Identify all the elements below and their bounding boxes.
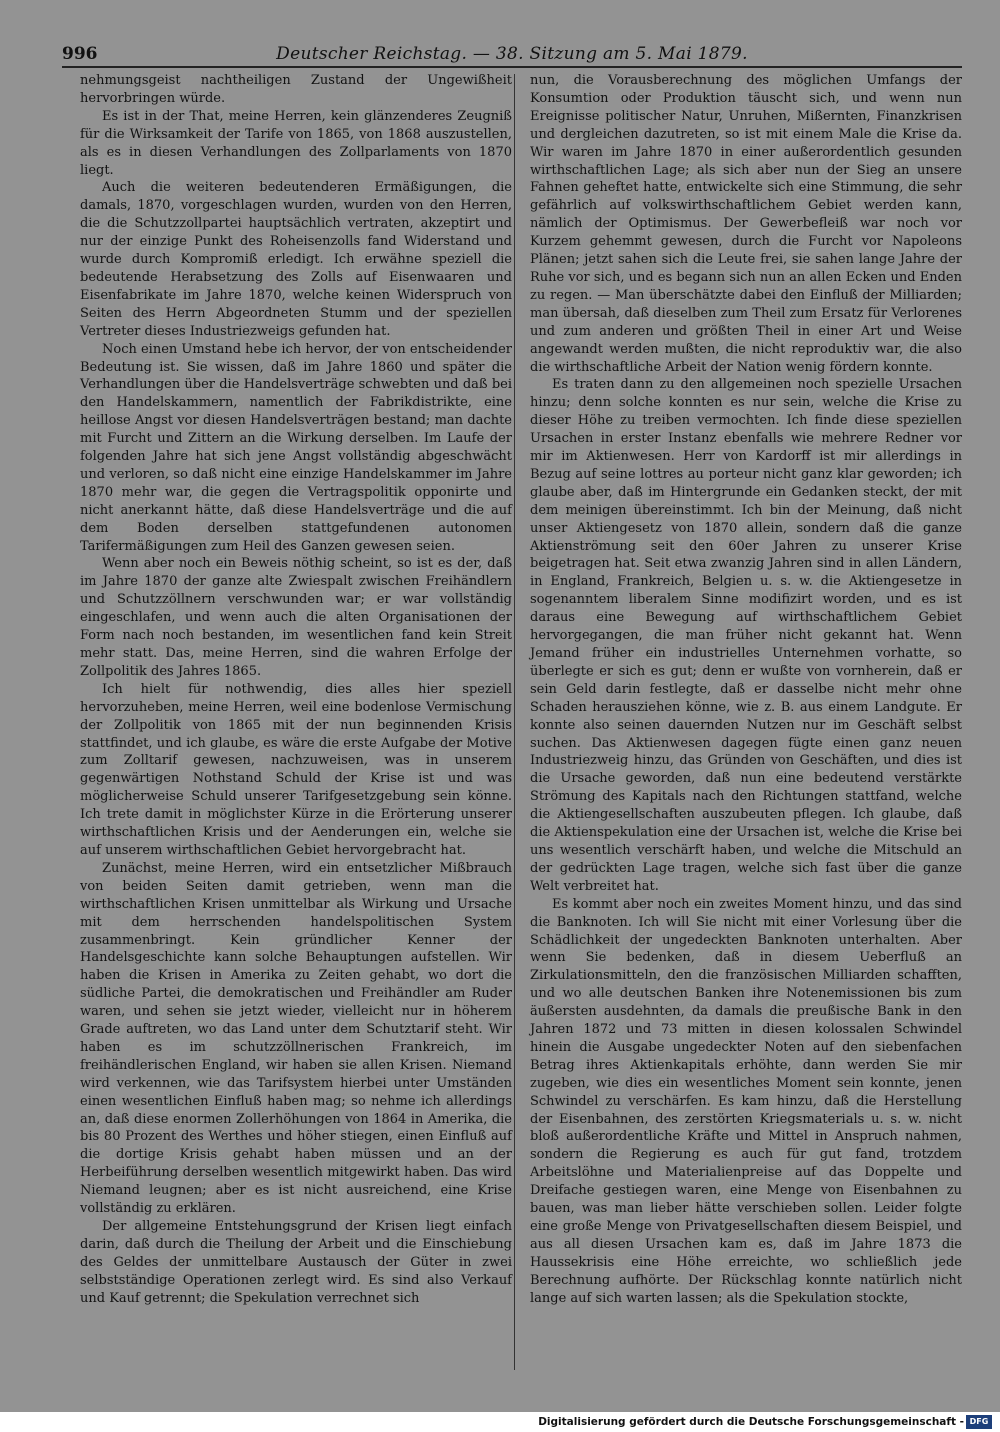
dfg-logo-icon: DFG [966,1415,992,1429]
left-column [80,72,512,1372]
paragraph: Es kommt aber noch ein zweites Moment hinzu, und das sind die Banknoten. Ich will Sie nicht mit einer Vorlesung über die Schädlichkeit der ungedeckten Banknoten unterhalten. Aber wenn Sie bedenken, daß in diesem Ueberfluß an Zirkulationsmitteln, den die französischen Milliarden schafften, und wo alle deutschen Banken ihre Notenemissionen bis zum äußersten ausdehnten, da damals die preußische Bank in den Jahren 1872 und 73 mitten in diesen kolossalen Schwindel hinein die Ausgabe ungedeckter Noten auf den siebenfachen Betrag ihres Aktienkapitals erhöhte, dann werden Sie mir zugeben, wie dies ein wesentliches Moment sein konnte, jenen Schwindel zu verschärfen. Es kam hinzu, daß die Herstellung der Eisenbahnen, des zerstörten Kriegsmaterials u. s. w. nicht bloß außerordentliche Kräfte und Mittel in Anspruch nahmen, sondern die Regierung es auch für gut fand, trotzdem Arbeitslöhne und Materialienpreise auf das Doppelte und Dreifache gestiegen waren, eine Menge von Eisenbahnen zu bauen, was man lieber hätte verschieben sollen. Leider folgte eine große Menge von Privatgesellschaften diesem Beispiel, und aus all diesen Ursachen kam es, daß im Jahre 1873 die Haussekrisis eine Höhe erreichte, wo schließlich jede Berechnung aufhörte. Der Rückschlag konnte natürlich nicht lange auf sich warten lassen; als die Spekulation stockte, [530,896,962,1306]
page-number: 996 [62,44,98,64]
paragraph: Auch die weiteren bedeutenderen Ermäßigungen, die damals, 1870, vorgeschlagen wurden, wurden von den Herren, die die Schutzzollpartei hauptsächlich vertraten, akzeptirt und nur der einzige Punkt des Roheisenzolls fand Widerstand und wurde durch Kompromiß erledigt. Ich erwähne speziell die bedeutende Herabsetzung des Zolls auf Eisenwaaren und Eisenfabrikate im Jahre 1870, welche keinen Widerspruch von Seiten des Herrn Abgeordneten Stumm und der speziellen Vertreter dieses Industriezweigs gefunden hat. [80,180,512,339]
paragraph: nehmungsgeist nachtheiligen Zustand der Ungewißheit hervorbringen würde. [80,73,512,106]
paragraph: Wenn aber noch ein Beweis nöthig scheint, so ist es der, daß im Jahre 1870 der ganze alte Zwiespalt zwischen Freihändlern und Schutzzöllnern verschwunden war; er war vollständig eingeschlafen, und wenn auch die alten Organisationen der Form nach noch bestanden, im wesentlichen fand kein Streit mehr statt. Das, meine Herren, sind die wahren Erfolge der Zollpolitik des Jahres 1865. [80,556,512,679]
running-title: Deutscher Reichstag. — 38. Sitzung am 5. Mai 1879. [276,44,748,64]
text-columns [62,72,962,1372]
paragraph: Ich hielt für nothwendig, dies alles hier speziell hervorzuheben, meine Herren, weil eine bodenlose Vermischung der Zollpolitik von 1865 mit der nun beginnenden Krisis stattfindet, und ich glaube, es wäre die erste Aufgabe der Motive zum Zolltarif gewesen, nachzuweisen, was in unserem gegenwärtigen Nothstand Schuld der Krise ist und was möglicherweise Schuld unserer Tarifgesetzgebung sein könne. Ich trete damit in möglichster Kürze in die Erörterung unserer wirthschaftlichen Krisis und der Aenderungen ein, welche sie auf unserem wirthschaftlichen Gebiet hervorgebracht hat. [80,681,512,858]
paragraph: Es ist in der That, meine Herren, kein glänzenderes Zeugniß für die Wirksamkeit der Tarife von 1865, von 1868 auszustellen, als es in diesen Verhandlungen des Zollparlaments von 1870 liegt. [80,108,512,178]
funding-credit: Digitalisierung gefördert durch die Deutsche Forschungsgemeinschaft - [538,1416,964,1428]
paragraph: Der allgemeine Entstehungsgrund der Krisen liegt einfach darin, daß durch die Theilung der Arbeit und die Einschiebung des Geldes der unmittelbare Austausch der Güter in zwei selbstständige Operationen zerlegt wird. Es sind also Verkauf und Kauf getrennt; die Spekulation verrechnet sich [80,1219,512,1306]
page-header [62,40,962,68]
column-divider [514,74,515,1370]
paragraph: nun, die Vorausberechnung des möglichen Umfangs der Konsumtion oder Produktion täuscht sich, und wenn nun Ereignisse politischer Natur, Unruhen, Mißernten, Finanzkrisen und dergleichen dazutreten, so ist mit einem Male die Krise da. Wir waren im Jahre 1870 in einer außerordentlich gesunden wirthschaftlichen Lage; als sich aber nun der Sieg an unsere Fahnen geheftet hatte, entwickelte sich eine Stimmung, die sehr gefährlich auf volkswirthschaftlichem Gebiet werden kann, nämlich der Optimismus. Der Gewerbefleiß war noch vor Kurzem gehemmt gewesen, durch die Furcht vor Napoleons Plänen; jetzt sahen sich die Leute frei, sie sahen lange Jahre der Ruhe vor sich, und es begann sich nun an allen Ecken und Enden zu regen. — Man überschätzte dabei den Einfluß der Milliarden; man übersah, daß dieselben zum Theil zum Ersatz für Verlorenes und zum anderen und größten Theil in einer Art und Weise angewandt werden mußten, die nicht reproduktiv war, die also die wirthschaftliche Arbeit der Nation wenig fördern konnte. [530,73,962,375]
page-content [62,36,962,1412]
paragraph: Es traten dann zu den allgemeinen noch spezielle Ursachen hinzu; denn solche konnten es nur sein, welche die Krise zu dieser Höhe zu treiben vermochten. Ich finde diese speziellen Ursachen in erster Instanz ebenfalls wie mehrere Redner vor mir im Aktienwesen. Herr von Kardorff ist mir allerdings in Bezug auf seine lottres au porteur nicht ganz klar geworden; ich glaube aber, daß im Hintergrunde ein Gedanken steckt, der mit dem meinigen übereinstimmt. Ich bin der Meinung, daß nicht unser Aktiengesetz von 1870 allein, sondern daß die ganze Aktienströmung seit den 60er Jahren zu unserer Krise beigetragen hat. Seit etwa zwanzig Jahren sind in allen Ländern, in England, Frankreich, Belgien u. s. w. die Aktiengesetze in sogenanntem liberalem Sinne modifizirt worden, und es ist daraus eine Bewegung auf wirthschaftlichem Gebiet hervorgegangen, die man früher nicht gekannt hat. Wenn Jemand früher ein industrielles Unternehmen vorhatte, so überlegte er sich es gut; denn er wußte von vornherein, daß er sein Geld darin festlegte, daß er dasselbe nicht mehr ohne Schaden herausziehen könne, wie z. B. aus einem Landgute. Er konnte also seinen dauernden Nutzen nur im Geschäft selbst suchen. Das Aktienwesen dagegen fügte einen ganz neuen Industriezweig hinzu, das Gründen von Geschäften, und dies ist die Ursache geworden, daß nun eine bedeutend verstärkte Strömung des Kapitals nach den Richtungen stattfand, welche die Aktiengesellschaften auszubeuten pflegen. Ich glaube, daß die Aktienspekulation eine der Ursachen ist, welche die Krise bei uns wesentlich verschärft haben, und welche die Mitschuld an der gedrückten Lage tragen, welche sich fast über die ganze Welt verbreitet hat. [530,377,962,894]
paragraph: Zunächst, meine Herren, wird ein entsetzlicher Mißbrauch von beiden Seiten damit getrieben, wenn man die wirthschaftlichen Krisen unmittelbar als Wirkung und Ursache mit dem herrschenden handelspolitischen System zusammenbringt. Kein gründlicher Kenner der Handelsgeschichte kann solche Behauptungen aufstellen. Wir haben die Krisen in Amerika zu Zeiten gehabt, wo dort die südliche Partei, die demokratischen und Freihändler am Ruder waren, und sehen sie jetzt wieder, vielleicht nur in höherem Grade auftreten, wo das Land unter dem Schutztarif steht. Wir haben es im schutzzöllnerischen Frankreich, im freihändlerischen England, wir haben sie allen Krisen. Niemand wird verkennen, wie das Tarifsystem hierbei unter Umständen einen wesentlichen Einfluß haben mag; so nehme ich allerdings an, daß diese enormen Zollerhöhungen von 1864 in Amerika, die bis 80 Prozent des Werthes und höher stiegen, einen Einfluß auf die dortige Krisis gehabt haben müssen und an der Herbeiführung derselben wesentlich mitgewirkt haben. Das wird Niemand leugnen; aber es ist nicht ausreichend, eine Krise vollständig zu erklären. [80,860,512,1217]
paragraph: Noch einen Umstand hebe ich hervor, der von entscheidender Bedeutung ist. Sie wissen, daß im Jahre 1860 und später die Verhandlungen über die Handelsverträge schwebten und daß bei den Handelskammern, namentlich der Fabrikdistrikte, eine heillose Angst vor diesen Handelsverträgen bestand; man dachte mit Furcht und Zittern an die Wirkung derselben. Im Laufe der folgenden Jahre hat sich jene Angst vollständig abgeschwächt und verloren, so daß nicht eine einzige Handelskammer im Jahre 1870 mehr war, die gegen die Vertragspolitik opponirte und nicht anerkannt hätte, daß diese Handelsverträge und die auf dem Boden derselben stattgefundenen autonomen Tarifermäßigungen zum Heil des Ganzen gewesen seien. [80,341,512,554]
header-rule [62,66,962,68]
footer-bar [0,1412,1000,1432]
right-column [530,72,962,1372]
